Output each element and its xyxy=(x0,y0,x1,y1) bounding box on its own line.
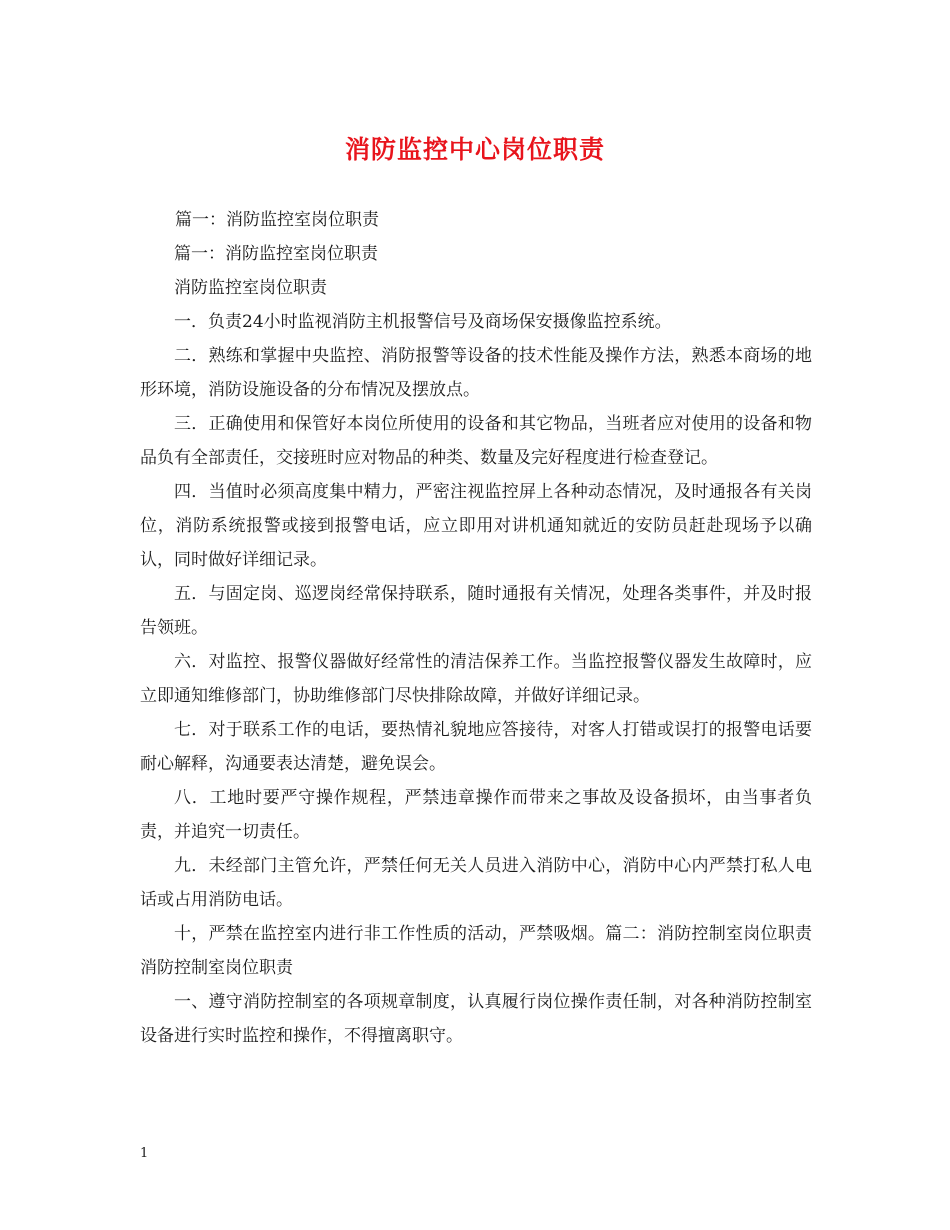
paragraph: 十，严禁在监控室内进行非工作性质的活动，严禁吸烟。篇二：消防控制室岗位职责 消防控制室岗位职责 xyxy=(140,924,812,978)
paragraph: 一．负责24小时监视消防主机报警信号及商场保安摄像监控系统。 xyxy=(174,312,672,332)
paragraph: 一、遵守消防控制室的各项规章制度，认真履行岗位操作责任制，对各种消防控制室设备进行实时监控和操作，不得擅离职守。 xyxy=(140,992,812,1046)
paragraph: 九．未经部门主管允许，严禁任何无关人员进入消防中心，消防中心内严禁打私人电话或占用消防电话。 xyxy=(140,856,812,910)
paragraph: 篇一：消防监控室岗位职责 xyxy=(175,210,379,230)
paragraph: 七．对于联系工作的电话，要热情礼貌地应答接待，对客人打错或误打的报警电话要耐心解释，沟通要表达清楚，避免误会。 xyxy=(140,720,812,774)
paragraph: 三．正确使用和保管好本岗位所使用的设备和其它物品，当班者应对使用的设备和物品负有全部责任，交接班时应对物品的种类、数量及完好程度进行检查登记。 xyxy=(140,414,812,468)
paragraph: 篇一：消防监控室岗位职责 xyxy=(174,244,378,264)
page-number: 1 xyxy=(140,1146,149,1161)
paragraph: 八．工地时要严守操作规程，严禁违章操作而带来之事故及设备损坏，由当事者负责，并追究一切责任。 xyxy=(140,788,812,842)
paragraph: 二．熟练和掌握中央监控、消防报警等设备的技术性能及操作方法，熟悉本商场的地形环境，消防设施设备的分布情况及摆放点。 xyxy=(140,346,812,400)
document-body xyxy=(140,203,812,1053)
paragraph: 五．与固定岗、巡逻岗经常保持联系，随时通报有关情况，处理各类事件，并及时报告领班。 xyxy=(140,584,812,638)
document-title: 消防监控中心岗位职责 xyxy=(344,135,605,164)
paragraph: 消防监控室岗位职责 xyxy=(174,278,327,298)
paragraph: 六．对监控、报警仪器做好经常性的清洁保养工作。当监控报警仪器发生故障时，应立即通知维修部门，协助维修部门尽快排除故障，并做好详细记录。 xyxy=(140,652,812,706)
paragraph: 四．当值时必须高度集中精力，严密注视监控屏上各种动态情况，及时通报各有关岗位，消防系统报警或接到报警电话，应立即用对讲机通知就近的安防员赶赴现场予以确认，同时做好详细记录。 xyxy=(140,482,812,570)
